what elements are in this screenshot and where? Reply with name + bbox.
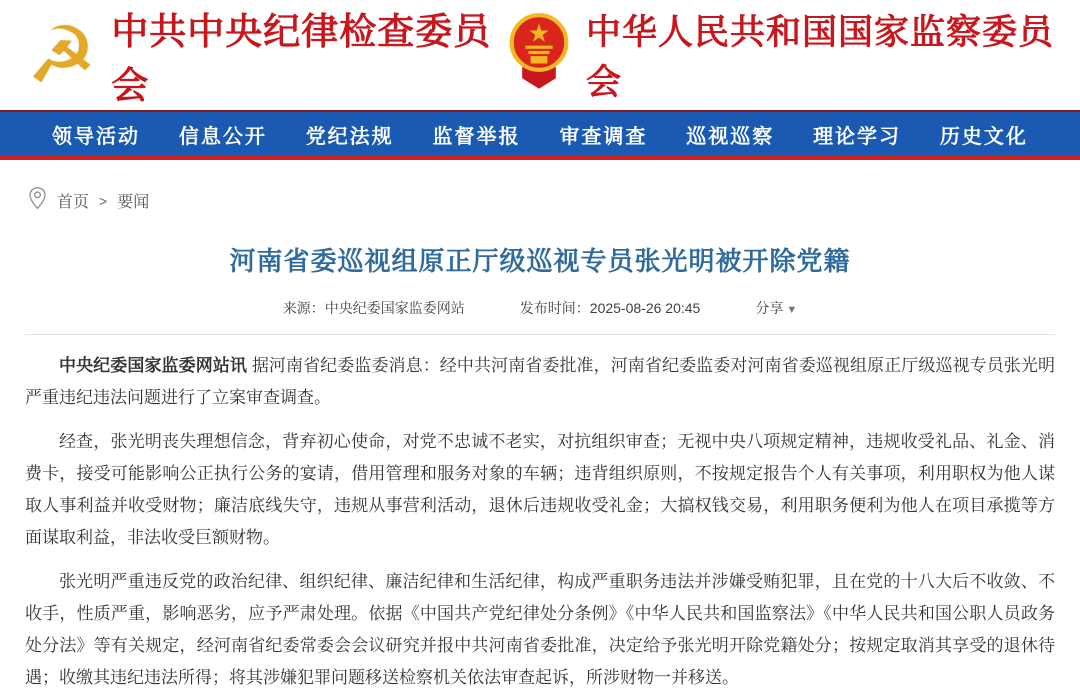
breadcrumb-current-link[interactable]: 要闻 <box>117 194 150 211</box>
nav-item-party-discipline[interactable]: 党纪法规 <box>305 125 394 148</box>
nav-item-history-culture[interactable]: 历史文化 <box>939 125 1028 148</box>
nsc-logo-group[interactable] <box>506 5 1058 105</box>
breadcrumb-separator: > <box>99 192 108 209</box>
paragraph-text: 经查，张光明丧失理想信念，背弃初心使命，对党不忠诚不老实，对抗组织审查；无视中央八项规定精神，违规收受礼品、礼金、消费卡，接受可能影响公正执行公务的宴请，借用管理和服务对象的车辆；违背组织原则，不按规定报告个人有关事项，利用职权为他人谋取人事利益并收受财物；廉洁底线失守，违规从事营利活动，退休后违规收受礼金；大搞权钱交易，利用职务便利为他人在项目承揽等方面谋取利益，非法收受巨额财物。 <box>25 432 1055 547</box>
article-meta <box>0 298 1080 318</box>
article-title: 河南省委巡视组原正厅级巡视专员张光明被开除党籍 <box>229 246 851 276</box>
nav-item-inspection-tours[interactable]: 巡视巡察 <box>686 125 775 148</box>
article-paragraph <box>25 426 1055 554</box>
ccp-emblem-icon: ☭ <box>26 11 97 99</box>
nav-item-info-disclosure[interactable]: 信息公开 <box>178 125 267 148</box>
breadcrumb <box>28 186 1080 215</box>
ccdi-logo-group[interactable] <box>22 1 506 109</box>
paragraph-text: 张光明严重违反党的政治纪律、组织纪律、廉洁纪律和生活纪律，构成严重职务违法并涉嫌受贿犯罪，且在党的十八大后不收敛、不收手，性质严重，影响恶劣，应予严肃处理。依据《中国共产党纪律处分条例》《中华人民共和国监察法》《中华人民共和国公职人员政务处分法》等有关规定，经河南省纪委常委会会议研究并报中共河南省委批准，决定给予张光明开除党籍处分；按规定取消其享受的退休待遇；收缴其违纪违法所得；将其涉嫌犯罪问题移送检察机关依法审查起诉，所涉财物一并移送。 <box>25 572 1055 687</box>
main-nav <box>0 110 1080 160</box>
publish-label: 发布时间： <box>519 300 590 316</box>
breadcrumb-home-link[interactable]: 首页 <box>57 194 90 211</box>
paragraph-text: 据河南省纪委监委消息：经中共河南省委批准，河南省纪委监委对河南省委巡视组原正厅级巡视专员张光明严重违纪违法问题进行了立案审查调查。 <box>25 356 1055 407</box>
national-emblem-icon <box>506 11 572 100</box>
share-button[interactable] <box>755 298 797 318</box>
nav-item-leader-activities[interactable]: 领导活动 <box>52 125 140 148</box>
source-value: 中央纪委国家监委网站 <box>324 300 465 316</box>
article-body <box>0 335 1080 694</box>
nav-item-theory-study[interactable]: 理论学习 <box>813 125 902 148</box>
nsc-site-title: 中华人民共和国国家监察委员会 <box>585 13 1054 102</box>
article-paragraph <box>25 350 1055 414</box>
article-paragraph <box>25 566 1055 694</box>
share-label: 分享 <box>755 300 784 316</box>
publish-value: 2025-08-26 20:45 <box>589 300 701 316</box>
nav-item-review-investigation[interactable]: 审查调查 <box>559 125 648 148</box>
site-header <box>0 0 1080 110</box>
nav-item-supervision-report[interactable]: 监督举报 <box>432 125 521 148</box>
ccdi-site-title: 中共中央纪律检查委员会 <box>111 11 492 106</box>
article-source <box>283 298 465 318</box>
paragraph-lead: 中央纪委国家监委网站讯 <box>59 356 247 375</box>
source-label: 来源： <box>282 300 325 316</box>
article-publish-time <box>520 298 701 318</box>
location-pin-icon <box>28 186 47 215</box>
chevron-down-icon: ▼ <box>786 304 798 316</box>
